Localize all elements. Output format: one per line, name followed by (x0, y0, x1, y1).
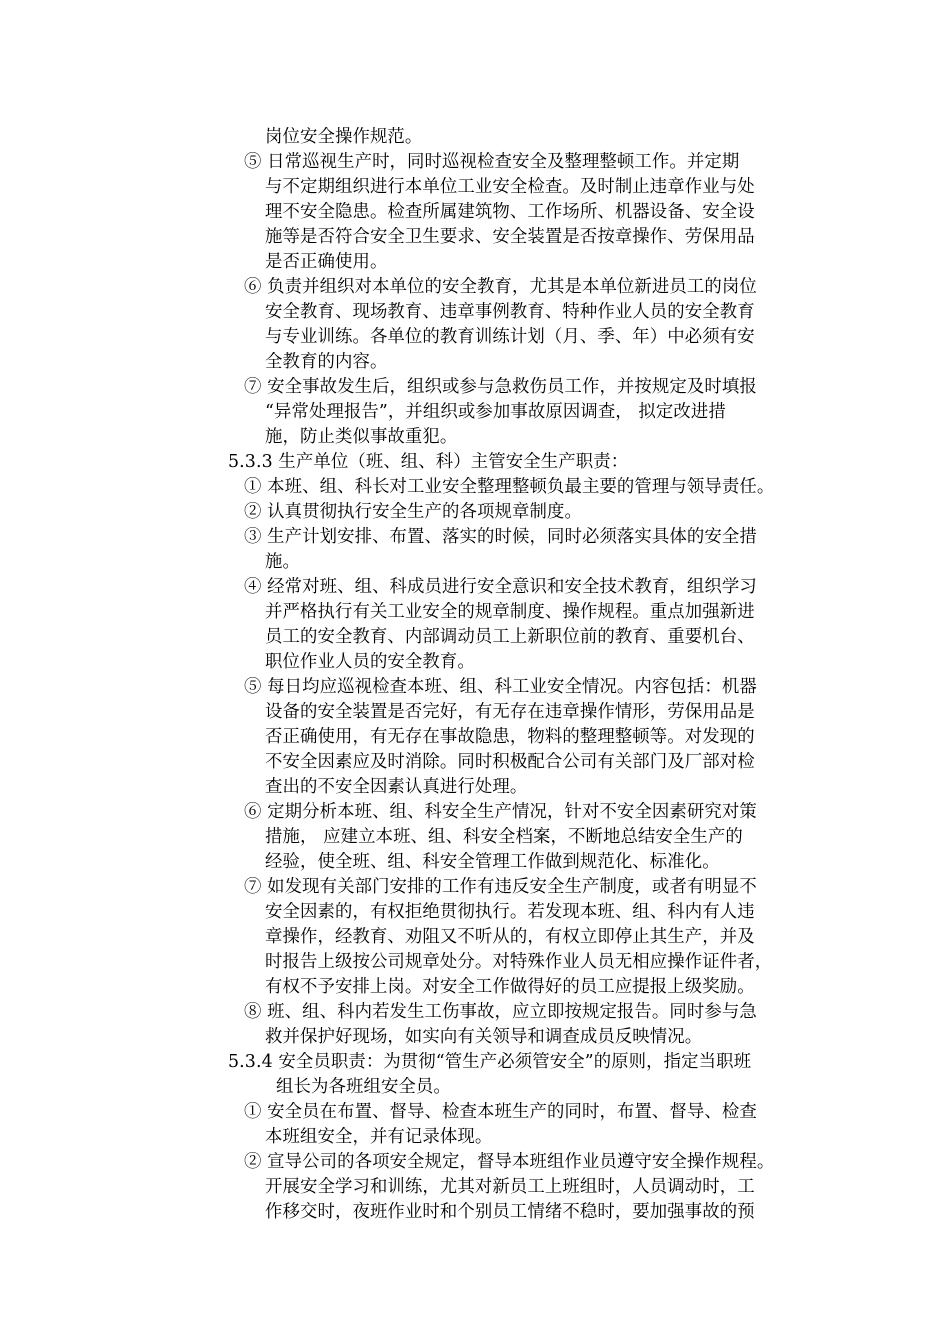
text-line: 救并保护好现场，如实向有关领导和调查成员反映情况。 (265, 1027, 703, 1047)
text-line: 作移交时，夜班作业时和个别员工情绪不稳时，要加强事故的预 (265, 1202, 755, 1222)
text-line: 施。 (265, 552, 300, 572)
text-line: 与专业训练。各单位的教育训练计划（月、季、年）中必须有安 (265, 327, 755, 347)
list-item-line: ⑥ 定期分析本班、组、科安全生产情况，针对不安全因素研究对策 (244, 802, 757, 822)
text-line: 措施， 应建立本班、组、科安全档案，不断地总结安全生产的 (265, 827, 743, 847)
list-item-line: ⑤ 每日均应巡视检查本班、组、科工业安全情况。内容包括：机器 (244, 677, 757, 697)
text-line: 组长为各班组安全员。 (276, 1077, 451, 1097)
text-line: 经验，使全班、组、科安全管理工作做到规范化、标准化。 (265, 852, 720, 872)
text-line: 开展安全学习和训练，尤其对新员工上班组时，人员调动时，工 (265, 1177, 755, 1197)
list-item-line: ② 认真贯彻执行安全生产的各项规章制度。 (244, 502, 582, 522)
list-item-line: ① 本班、组、科长对工业安全整理整顿负最主要的管理与领导责任。 (244, 477, 775, 497)
text-line: 员工的安全教育、内部调动员工上新职位前的教育、重要机台、 (265, 627, 755, 647)
text-line: 施等是否符合安全卫生要求、安全装置是否按章操作、劳保用品 (265, 227, 755, 247)
text-line: 是否正确使用。 (265, 252, 388, 272)
list-item-line: ⑤ 日常巡视生产时，同时巡视检查安全及整理整顿工作。并定期 (244, 152, 740, 172)
text-line: 章操作，经教育、劝阻又不听从的，有权立即停止其生产，并及 (265, 927, 755, 947)
text-line: 并严格执行有关工业安全的规章制度、操作规程。重点加强新进 (265, 602, 755, 622)
list-item-line: ④ 经常对班、组、科成员进行安全意识和安全技术教育，组织学习 (244, 577, 757, 597)
list-item-line: ⑦ 如发现有关部门安排的工作有违反安全生产制度，或者有明显不 (244, 877, 757, 897)
text-line: 查出的不安全因素认真进行处理。 (265, 777, 528, 797)
text-line: 安全因素的，有权拒绝贯彻执行。若发现本班、组、科内有人违 (265, 902, 755, 922)
text-line: 岗位安全操作规范。 (265, 127, 423, 147)
text-line: 本班组安全，并有记录体现。 (265, 1127, 493, 1147)
list-item-line: ⑦ 安全事故发生后，组织或参与急救伤员工作，并按规定及时填报 (244, 377, 757, 397)
text-line: 职位作业人员的安全教育。 (265, 652, 475, 672)
list-item-line: ① 安全员在布置、督导、检查本班生产的同时，布置、督导、检查 (244, 1102, 757, 1122)
section-heading: 5.3.3 生产单位（班、组、科）主管安全生产职责： (228, 452, 629, 472)
text-line: 设备的安全装置是否完好，有无存在违章操作情形，劳保用品是 (265, 702, 755, 722)
text-line: 理不安全隐患。检查所属建筑物、工作场所、机器设备、安全设 (265, 202, 755, 222)
text-line: 施，防止类似事故重犯。 (265, 427, 458, 447)
section-heading: 5.3.4 安全员职责：为贯彻“管生产必须管安全”的原则，指定当职班 (228, 1052, 752, 1072)
text-line: 安全教育、现场教育、违章事例教育、特种作业人员的安全教育 (265, 302, 755, 322)
text-line: 不安全因素应及时消除。同时积极配合公司有关部门及厂部对检 (265, 752, 755, 772)
text-line: “异常处理报告”，并组织或参加事故原因调查， 拟定改进措 (265, 402, 726, 422)
list-item-line: ⑧ 班、组、科内若发生工伤事故，应立即按规定报告。同时参与急 (244, 1002, 757, 1022)
text-line: 时报告上级按公司规章处分。对特殊作业人员无相应操作证件者， (265, 952, 773, 972)
text-line: 否正确使用，有无存在事故隐患，物料的整理整顿等。对发现的 (265, 727, 755, 747)
list-item-line: ③ 生产计划安排、布置、落实的时候，同时必须落实具体的安全措 (244, 527, 757, 547)
text-line: 有权不予安排上岗。对安全工作做得好的员工应提报上级奖励。 (265, 977, 755, 997)
list-item-line: ⑥ 负责并组织对本单位的安全教育，尤其是本单位新进员工的岗位 (244, 277, 757, 297)
list-item-line: ② 宣导公司的各项安全规定，督导本班组作业员遵守安全操作规程。 (244, 1152, 775, 1172)
text-line: 与不定期组织进行本单位工业安全检查。及时制止违章作业与处 (265, 177, 755, 197)
text-line: 全教育的内容。 (265, 352, 388, 372)
